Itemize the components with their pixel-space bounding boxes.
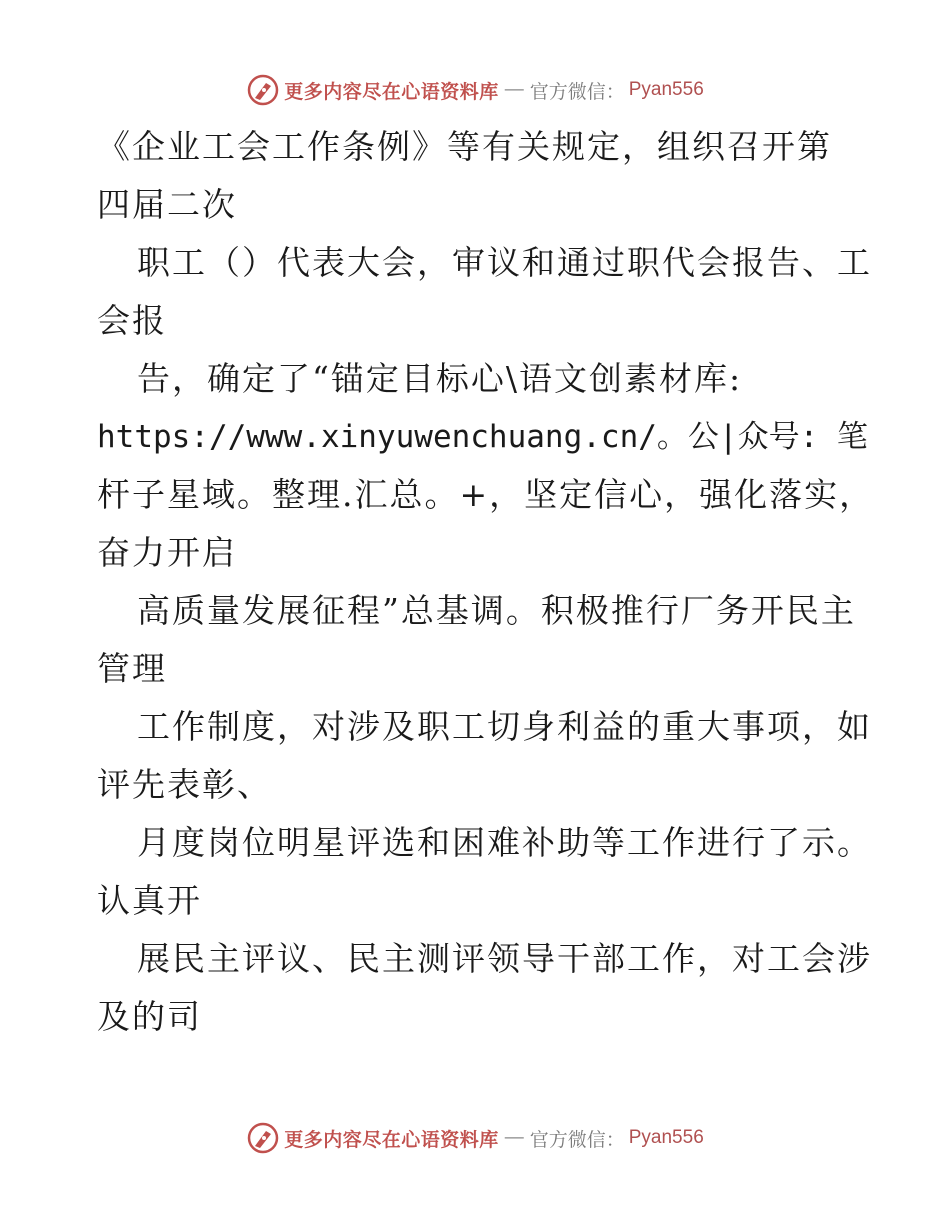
body-line: 评先表彰、 (97, 765, 272, 804)
body-line: 工作制度，对涉及职工切身利益的重大事项，如 (137, 707, 872, 746)
pen-nib-logo-icon (246, 1121, 280, 1155)
header-watermark-banner (0, 70, 950, 110)
banner-separator: — (504, 1127, 524, 1148)
banner-title: 更多内容尽在心语资料库 (284, 1128, 499, 1151)
banner-title: 更多内容尽在心语资料库 (284, 80, 499, 103)
body-line: 《企业工会工作条例》等有关规定，组织召开第 (97, 127, 832, 166)
body-line: 会报 (97, 301, 167, 340)
body-line: 杆子星域。整理.汇总。+，坚定信心，强化落实， (97, 475, 875, 514)
body-line: 及的司 (97, 997, 202, 1036)
body-line: 月度岗位明星评选和困难补助等工作进行了示。 (137, 823, 872, 862)
document-body (97, 118, 875, 1046)
footer-watermark-banner (0, 1118, 950, 1158)
banner-separator: — (504, 79, 524, 100)
banner-contact-id: Pyan556 (628, 1127, 704, 1148)
banner-contact-label: 官方微信： (529, 80, 625, 103)
body-line: 管理 (97, 649, 167, 688)
body-line: 认真开 (97, 881, 202, 920)
body-line: 四届二次 (97, 185, 237, 224)
body-line: 展民主评议、民主测评领导干部工作，对工会涉 (137, 939, 872, 978)
body-line: 高质量发展征程”总基调。积极推行厂务开民主 (137, 591, 856, 630)
banner-contact-id: Pyan556 (628, 79, 704, 100)
body-line: 职工（）代表大会，审议和通过职代会报告、工 (137, 243, 872, 282)
pen-nib-logo-icon (246, 73, 280, 107)
body-line: 告，确定了“锚定目标心\语文创素材库: (137, 359, 743, 398)
banner-inner (246, 73, 704, 107)
banner-inner (246, 1121, 704, 1155)
body-line: 奋力开启 (97, 533, 237, 572)
body-line-url: https://www.xinyuwenchuang.cn/。公|众号: 笔 (97, 419, 868, 455)
banner-contact-label: 官方微信： (529, 1128, 625, 1151)
